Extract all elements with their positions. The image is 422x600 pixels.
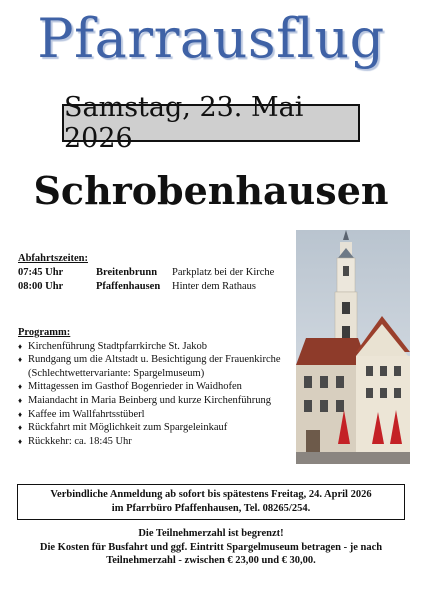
- program-item: ♦ Kaffee im Wallfahrtsstüberl: [18, 408, 294, 422]
- departure-place: Pfaffenhausen: [96, 281, 161, 292]
- registration-notice: [17, 484, 405, 520]
- page-title: Pfarrausflug: [37, 7, 385, 70]
- program-item: ♦ Rundgang um die Altstadt u. Besichtigung der Frauenkirche (Schlechtwettervariante: Spargelmuseum): [18, 353, 294, 380]
- program-item: ♦ Rückfahrt mit Möglichkeit zum Spargeleinkauf: [18, 421, 294, 435]
- program-item: ♦ Rückkehr: ca. 18:45 Uhr: [18, 435, 294, 449]
- departure-location: Parkplatz bei der Kirche: [172, 267, 275, 278]
- notice-line: im Pfarrbüro Pfaffenhausen, Tel. 08265/254.: [111, 503, 311, 514]
- departures-label: Abfahrtszeiten:: [18, 253, 88, 264]
- date-text: Samstag, 23. Mai 2026: [64, 92, 304, 154]
- departure-row: [18, 266, 300, 280]
- program-section: [18, 326, 294, 448]
- church-photo: [296, 230, 410, 464]
- departure-row: [18, 280, 300, 294]
- departure-place: Breitenbrunn: [96, 267, 158, 278]
- program-list: [18, 340, 294, 449]
- destination-heading: Schrobenhausen: [33, 168, 389, 213]
- footer-line: Die Kosten für Busfahrt und ggf. Eintritt Spargelmuseum betragen - je nach: [39, 541, 383, 553]
- departure-location: Hinter dem Rathaus: [172, 281, 256, 292]
- date-banner: [62, 92, 360, 154]
- notice-line: Verbindliche Anmeldung ab sofort bis spätestens Freitag, 24. April 2026: [50, 489, 372, 500]
- program-label: Programm:: [18, 327, 71, 338]
- program-item: ♦ Maiandacht in Maria Beinberg und kurze Kirchenführung: [18, 394, 294, 408]
- footer-line: Teilnehmerzahl - zwischen € 23,00 und € 30,00.: [106, 555, 316, 566]
- departures-section: [18, 252, 300, 294]
- cost-info: [10, 527, 412, 568]
- departure-time: 08:00 Uhr: [18, 281, 64, 292]
- departure-time: 07:45 Uhr: [18, 267, 64, 278]
- program-item: ♦ Kirchenführung Stadtpfarrkirche St. Jakob: [18, 340, 294, 354]
- footer-line: Die Teilnehmerzahl ist begrenzt!: [138, 528, 284, 539]
- program-item: ♦ Mittagessen im Gasthof Bogenrieder in Waidhofen: [18, 380, 294, 394]
